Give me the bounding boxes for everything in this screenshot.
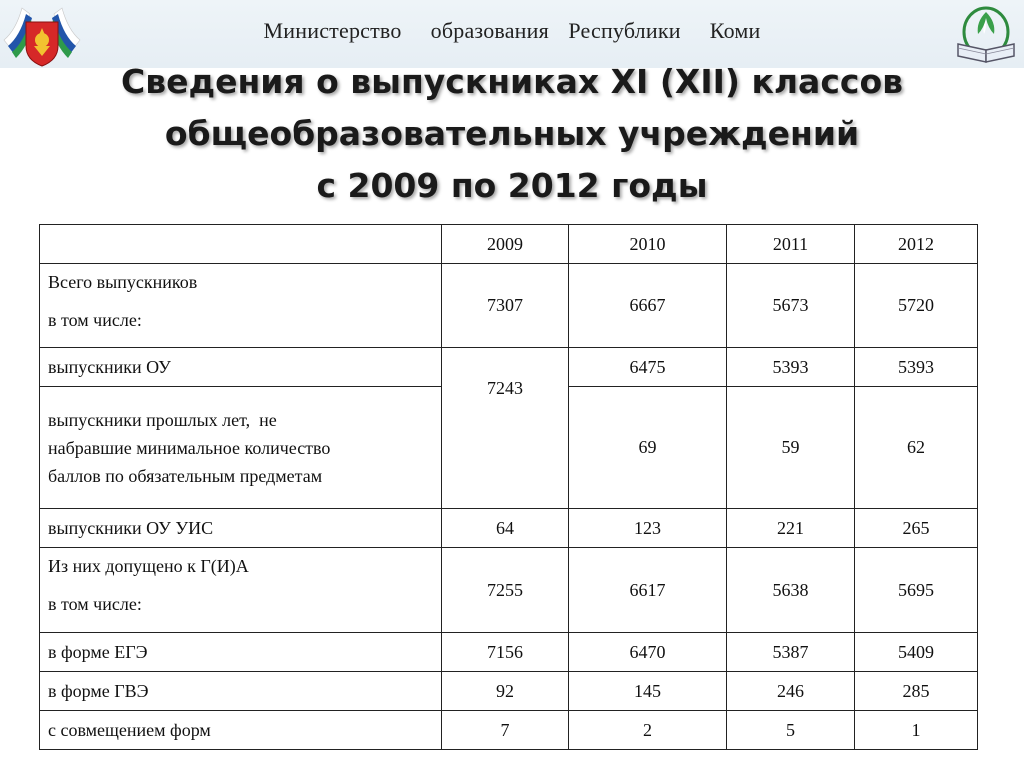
cell-total-2010: 6667 <box>569 264 727 348</box>
table-row <box>40 348 978 387</box>
row-label-admitted-sub: в том числе: <box>48 594 142 614</box>
table-row <box>40 264 978 348</box>
row-label-past-line-3: баллов по обязательным предметам <box>48 465 323 486</box>
table-header-row <box>40 225 978 264</box>
header-year-2012: 2012 <box>855 225 978 264</box>
cell-past-2011: 59 <box>727 387 855 509</box>
cell-past-2012: 62 <box>855 387 978 509</box>
cell-combined-2009: 7 <box>442 711 569 750</box>
table-row <box>40 633 978 672</box>
cell-gve-2012: 285 <box>855 672 978 711</box>
cell-admitted-2010: 6617 <box>569 548 727 633</box>
cell-uis-2012: 265 <box>855 509 978 548</box>
cell-combined-2010: 2 <box>569 711 727 750</box>
row-label-combined: с совмещением форм <box>40 711 442 750</box>
cell-gve-2010: 145 <box>569 672 727 711</box>
row-label-ege: в форме ЕГЭ <box>40 633 442 672</box>
cell-ege-2012: 5409 <box>855 633 978 672</box>
row-label-past-line-1: выпускники прошлых лет, не <box>48 409 277 430</box>
row-label-admitted <box>40 548 442 633</box>
row-label-ou: выпускники ОУ <box>40 348 442 387</box>
row-label-past-years <box>40 387 442 509</box>
cell-combined-2012: 1 <box>855 711 978 750</box>
cell-past-2010: 69 <box>569 387 727 509</box>
cell-total-2011: 5673 <box>727 264 855 348</box>
cell-ou-2011: 5393 <box>727 348 855 387</box>
row-label-uis: выпускники ОУ УИС <box>40 509 442 548</box>
row-label-total-main: Всего выпускников <box>48 272 198 292</box>
header-year-2009: 2009 <box>442 225 569 264</box>
header-year-2010: 2010 <box>569 225 727 264</box>
title-line-2: общеобразовательных учреждений <box>164 114 860 153</box>
cell-total-2009: 7307 <box>442 264 569 348</box>
row-label-past-line-2: набравшие минимальное количество <box>48 437 331 458</box>
table-row <box>40 672 978 711</box>
title-line-1: Сведения о выпускниках XI (XII) классов <box>120 62 903 101</box>
cell-ege-2010: 6470 <box>569 633 727 672</box>
cell-ege-2009: 7156 <box>442 633 569 672</box>
cell-admitted-2011: 5638 <box>727 548 855 633</box>
cell-uis-2010: 123 <box>569 509 727 548</box>
cell-ou-2010: 6475 <box>569 348 727 387</box>
title-line-3: с 2009 по 2012 годы <box>316 166 708 205</box>
cell-ou-past-2009: 7243 <box>442 348 569 509</box>
cell-ege-2011: 5387 <box>727 633 855 672</box>
cell-admitted-2012: 5695 <box>855 548 978 633</box>
cell-ou-2012: 5393 <box>855 348 978 387</box>
cell-combined-2011: 5 <box>727 711 855 750</box>
ministry-name: Министерство образования Республики Коми <box>263 18 761 43</box>
row-label-total-sub: в том числе: <box>48 310 142 330</box>
table-row <box>40 509 978 548</box>
graduates-table <box>39 224 978 750</box>
table-row <box>40 711 978 750</box>
row-label-admitted-main: Из них допущено к Г(И)А <box>48 556 249 576</box>
cell-gve-2011: 246 <box>727 672 855 711</box>
cell-uis-2011: 221 <box>727 509 855 548</box>
row-label-gve: в форме ГВЭ <box>40 672 442 711</box>
cell-gve-2009: 92 <box>442 672 569 711</box>
header-empty-cell <box>40 225 442 264</box>
header-year-2011: 2011 <box>727 225 855 264</box>
cell-admitted-2009: 7255 <box>442 548 569 633</box>
cell-total-2012: 5720 <box>855 264 978 348</box>
table-row <box>40 548 978 633</box>
cell-uis-2009: 64 <box>442 509 569 548</box>
row-label-total <box>40 264 442 348</box>
page-title <box>0 56 1024 212</box>
